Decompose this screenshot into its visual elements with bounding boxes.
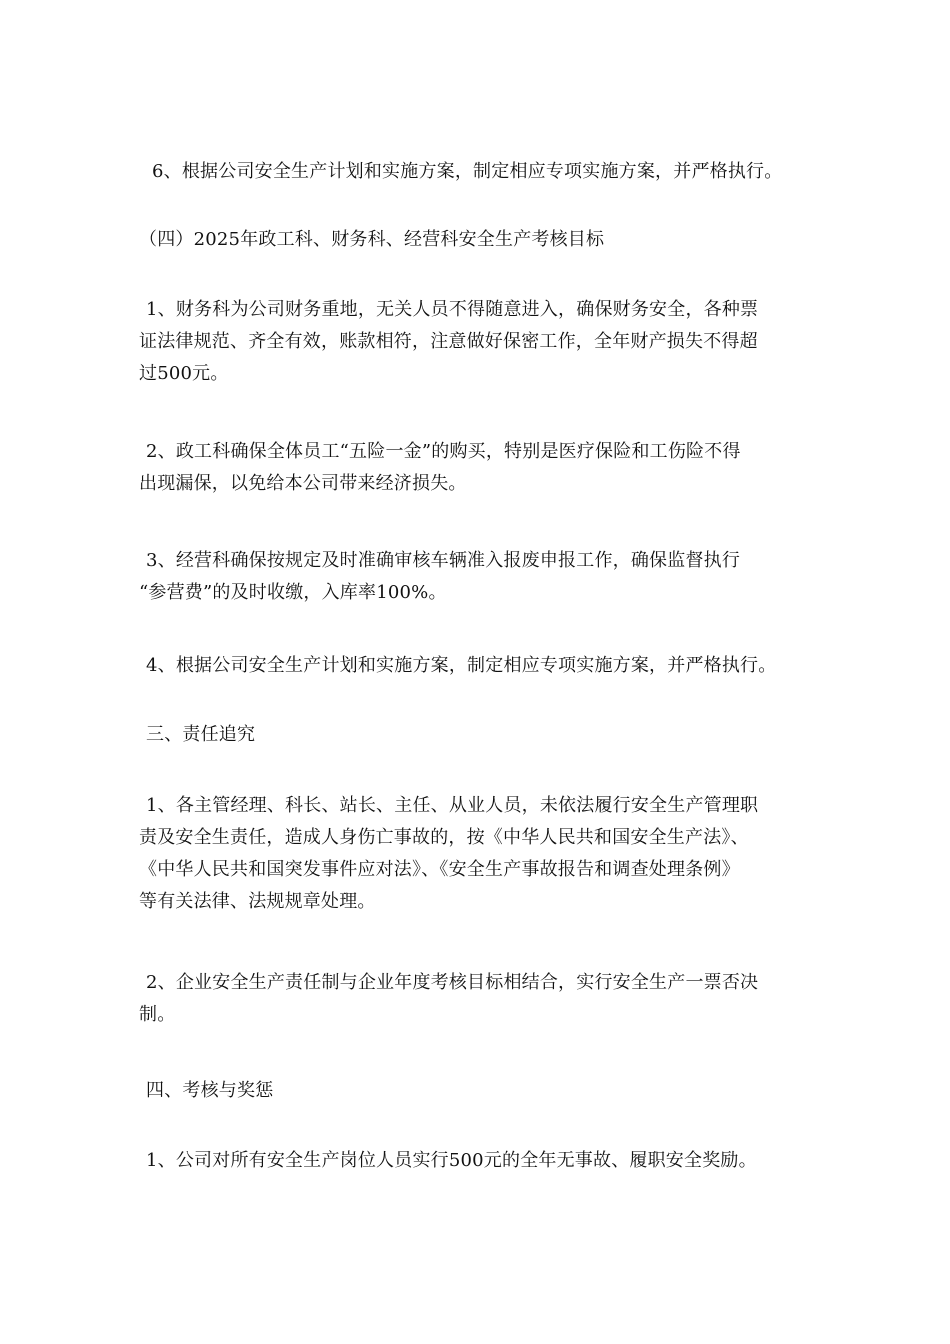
paragraph-item-4	[146, 650, 818, 682]
text-line: 2、企业安全生产责任制与企业年度考核目标相结合，实行安全生产一票否决	[146, 972, 759, 993]
section-heading-4	[139, 224, 811, 256]
text-line: 1、财务科为公司财务重地，无关人员不得随意进入，确保财务安全，各种票	[146, 299, 759, 320]
paragraph-veto	[139, 967, 818, 1031]
paragraph-operations	[139, 545, 818, 609]
text-line: 过500元。	[139, 363, 229, 384]
text-line: “参营费”的及时收缴，入库率100%。	[139, 582, 447, 603]
paragraph-reward	[146, 1145, 818, 1177]
text-line: 4、根据公司安全生产计划和实施方案，制定相应专项实施方案，并严格执行。	[146, 655, 777, 676]
text-line: 出现漏保，以免给本公司带来经济损失。	[139, 473, 467, 494]
text-line: 责及安全生责任，造成人身伤亡事故的，按《中华人民共和国安全生产法》、	[139, 827, 749, 848]
text-line: 等有关法律、法规规章处理。	[139, 891, 376, 912]
text-line: 6、根据公司安全生产计划和实施方案，制定相应专项实施方案，并严格执行。	[152, 161, 783, 182]
section-heading-3	[146, 719, 818, 751]
text-line: 三、责任追究	[146, 724, 256, 745]
text-line: 1、公司对所有安全生产岗位人员实行500元的全年无事故、履职安全奖励。	[146, 1150, 757, 1171]
text-line: 证法律规范、齐全有效，账款相符，注意做好保密工作，全年财产损失不得超	[139, 331, 758, 352]
text-line: 1、各主管经理、科长、站长、主任、从业人员，未依法履行安全生产管理职	[146, 795, 759, 816]
text-line: 《中华人民共和国突发事件应对法》、《安全生产事故报告和调查处理条例》	[139, 859, 740, 880]
text-line: 3、经营科确保按规定及时准确审核车辆准入报废申报工作，确保监督执行	[146, 550, 741, 571]
text-line: 2、政工科确保全体员工“五险一金”的购买，特别是医疗保险和工伤险不得	[146, 441, 741, 462]
paragraph-item-6	[152, 156, 824, 188]
text-line: 四、考核与奖惩	[146, 1080, 274, 1101]
section-heading-4-rewards	[146, 1075, 818, 1107]
paragraph-liability	[139, 790, 818, 918]
text-line: （四）2025年政工科、财务科、经营科安全生产考核目标	[139, 229, 605, 250]
text-line: 制。	[139, 1004, 176, 1025]
paragraph-hr	[139, 436, 818, 500]
paragraph-finance	[139, 294, 818, 390]
